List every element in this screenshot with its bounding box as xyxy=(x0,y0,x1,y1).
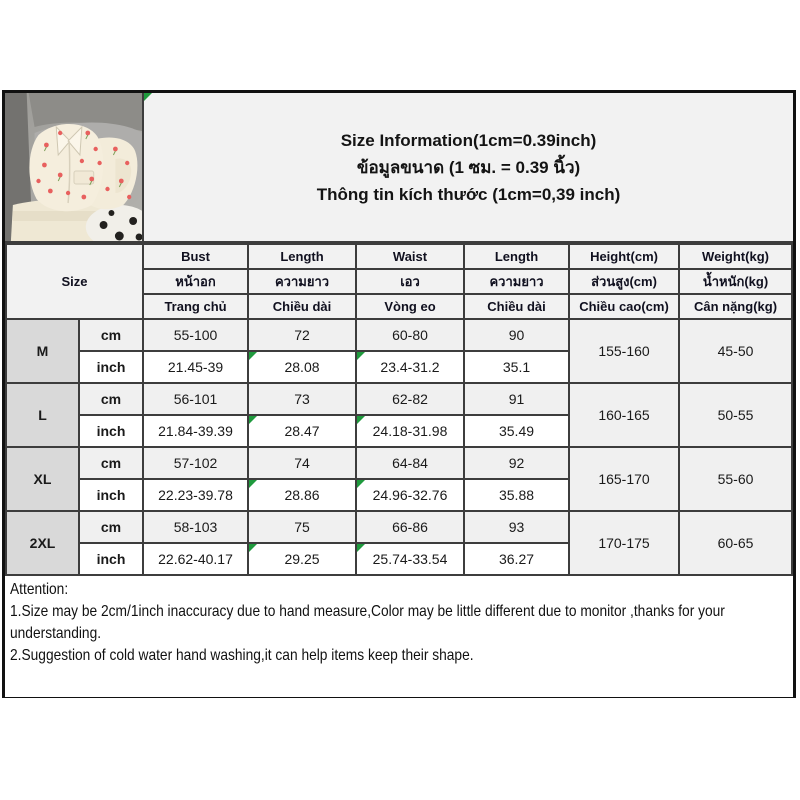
measurement-cell: 23.4-31.2 xyxy=(356,351,464,383)
measurement-cell: 21.45-39 xyxy=(143,351,248,383)
measurement-cell: 25.74-33.54 xyxy=(356,543,464,575)
measurement-cell: 24.18-31.98 xyxy=(356,415,464,447)
weight-cell: 55-60 xyxy=(679,447,792,511)
chart-frame xyxy=(2,90,796,698)
measurement-cell: 62-82 xyxy=(356,383,464,415)
title-cell xyxy=(144,93,793,241)
top-band xyxy=(5,93,793,243)
measurement-cell: 58-103 xyxy=(143,511,248,543)
header-weight-vi: Cân nặng(kg) xyxy=(679,294,792,319)
measurement-cell: 90 xyxy=(464,319,569,351)
unit-cm: cm xyxy=(79,383,143,415)
header-length2-th: ความยาว xyxy=(464,269,569,294)
unit-inch: inch xyxy=(79,543,143,575)
measurement-cell: 22.23-39.78 xyxy=(143,479,248,511)
measurement-cell: 75 xyxy=(248,511,356,543)
header-weight-th: น้ำหนัก(kg) xyxy=(679,269,792,294)
header-length-vi: Chiều dài xyxy=(248,294,356,319)
header-waist-vi: Vòng eo xyxy=(356,294,464,319)
measurement-cell: 28.47 xyxy=(248,415,356,447)
header-length2-vi: Chiều dài xyxy=(464,294,569,319)
measurement-cell: 36.27 xyxy=(464,543,569,575)
unit-cm: cm xyxy=(79,511,143,543)
header-height-en: Height(cm) xyxy=(569,244,679,269)
product-photo-drawing xyxy=(5,93,142,241)
height-cell: 160-165 xyxy=(569,383,679,447)
attention-heading: Attention: xyxy=(10,581,69,598)
header-length-en: Length xyxy=(248,244,356,269)
header-height-vi: Chiều cao(cm) xyxy=(569,294,679,319)
measurement-cell: 35.88 xyxy=(464,479,569,511)
measurement-cell: 66-86 xyxy=(356,511,464,543)
title-line-th: ข้อมูลขนาด (1 ซม. = 0.39 นิ้ว) xyxy=(356,157,581,177)
size-corner-label: Size xyxy=(6,244,143,319)
size-label-2xl: 2XL xyxy=(6,511,79,575)
measurement-cell: 60-80 xyxy=(356,319,464,351)
header-bust-th: หน้าอก xyxy=(143,269,248,294)
measurement-cell: 35.1 xyxy=(464,351,569,383)
header-bust-en: Bust xyxy=(143,244,248,269)
weight-cell: 60-65 xyxy=(679,511,792,575)
measurement-cell: 29.25 xyxy=(248,543,356,575)
measurement-cell: 28.08 xyxy=(248,351,356,383)
measurement-cell: 28.86 xyxy=(248,479,356,511)
header-waist-th: เอว xyxy=(356,269,464,294)
unit-inch: inch xyxy=(79,415,143,447)
measurement-cell: 57-102 xyxy=(143,447,248,479)
measurement-cell: 56-101 xyxy=(143,383,248,415)
measurement-cell: 93 xyxy=(464,511,569,543)
header-bust-vi: Trang chủ xyxy=(143,294,248,319)
weight-cell: 50-55 xyxy=(679,383,792,447)
header-height-th: ส่วนสูง(cm) xyxy=(569,269,679,294)
measurement-cell: 64-84 xyxy=(356,447,464,479)
height-cell: 170-175 xyxy=(569,511,679,575)
product-photo xyxy=(5,93,144,241)
size-table xyxy=(5,243,793,576)
measurement-cell: 92 xyxy=(464,447,569,479)
header-weight-en: Weight(kg) xyxy=(679,244,792,269)
measurement-cell: 73 xyxy=(248,383,356,415)
weight-cell: 45-50 xyxy=(679,319,792,383)
header-waist-en: Waist xyxy=(356,244,464,269)
title-line-vi: Thông tin kích thước (1cm=0,39 inch) xyxy=(316,184,621,204)
measurement-cell: 21.84-39.39 xyxy=(143,415,248,447)
size-label-xl: XL xyxy=(6,447,79,511)
measurement-cell: 24.96-32.76 xyxy=(356,479,464,511)
attention-section xyxy=(5,576,793,697)
unit-cm: cm xyxy=(79,447,143,479)
header-length2-en: Length xyxy=(464,244,569,269)
header-length-th: ความยาว xyxy=(248,269,356,294)
measurement-cell: 55-100 xyxy=(143,319,248,351)
unit-cm: cm xyxy=(79,319,143,351)
measurement-cell: 22.62-40.17 xyxy=(143,543,248,575)
size-label-m: M xyxy=(6,319,79,383)
size-label-l: L xyxy=(6,383,79,447)
measurement-cell: 35.49 xyxy=(464,415,569,447)
title-line-en: Size Information(1cm=0.39inch) xyxy=(340,130,597,150)
height-cell: 155-160 xyxy=(569,319,679,383)
attention-note-2: 2.Suggestion of cold water hand washing,it can help items keep their shape. xyxy=(10,647,474,664)
height-cell: 165-170 xyxy=(569,447,679,511)
measurement-cell: 91 xyxy=(464,383,569,415)
measurement-cell: 74 xyxy=(248,447,356,479)
attention-note-1: 1.Size may be 2cm/1inch inaccuracy due to hand measure,Color may be little different due to monitor ,thanks for your understanding. xyxy=(10,603,725,642)
unit-inch: inch xyxy=(79,351,143,383)
unit-inch: inch xyxy=(79,479,143,511)
measurement-cell: 72 xyxy=(248,319,356,351)
